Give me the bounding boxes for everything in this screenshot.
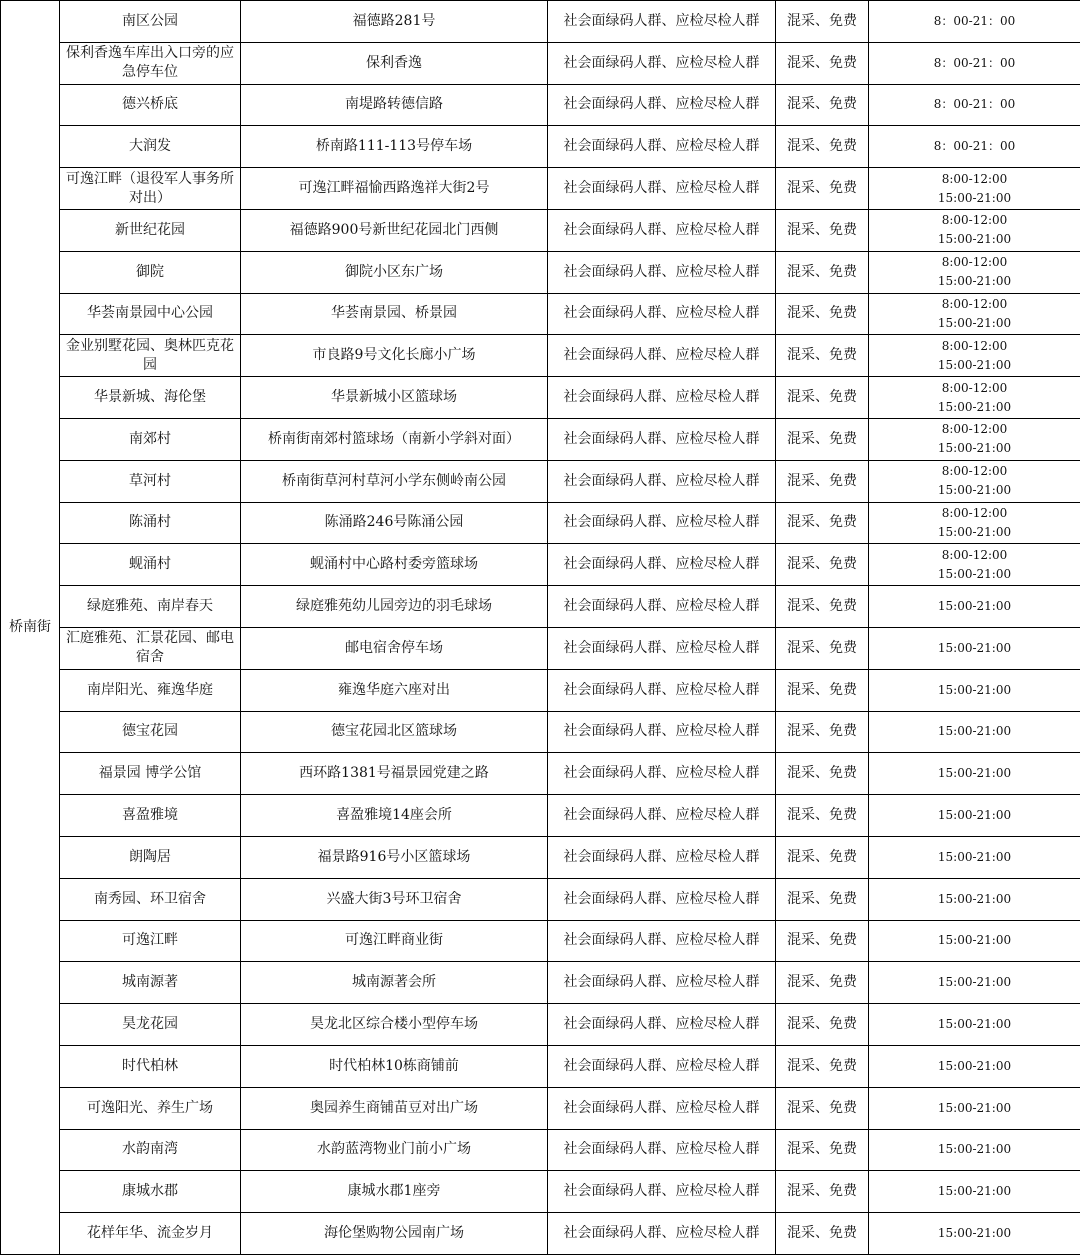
opening-hours-primary: 8:00-12:00	[873, 504, 1076, 523]
opening-hours-primary: 15:00-21:00	[873, 597, 1076, 616]
site-name-cell: 福景园 博学公馆	[60, 753, 241, 795]
table-row	[1, 460, 1080, 502]
site-name-cell: 喜盈雅境	[60, 795, 241, 837]
opening-hours-cell	[869, 209, 1080, 251]
table-row	[1, 1213, 1080, 1255]
opening-hours-cell	[869, 293, 1080, 335]
sampling-mode-cell: 混采、免费	[776, 293, 869, 335]
opening-hours-cell	[869, 627, 1080, 669]
sampling-mode-cell: 混采、免费	[776, 962, 869, 1004]
site-name-cell: 可逸江畔（退役军人事务所对出）	[60, 168, 241, 210]
site-name-cell: 南郊村	[60, 418, 241, 460]
opening-hours-secondary: 15:00-21:00	[873, 356, 1076, 375]
table-row	[1, 711, 1080, 753]
address-cell: 雍逸华庭六座对出	[241, 669, 548, 711]
opening-hours-cell	[869, 502, 1080, 544]
sampling-mode-cell: 混采、免费	[776, 42, 869, 84]
opening-hours-primary: 8：00-21：00	[873, 137, 1076, 156]
site-name-cell: 汇庭雅苑、汇景花园、邮电宿舍	[60, 627, 241, 669]
target-group-cell: 社会面绿码人群、应检尽检人群	[548, 293, 776, 335]
opening-hours-secondary: 15:00-21:00	[873, 439, 1076, 458]
table-row	[1, 1, 1080, 43]
opening-hours-primary: 15:00-21:00	[873, 973, 1076, 992]
target-group-cell: 社会面绿码人群、应检尽检人群	[548, 962, 776, 1004]
site-name-cell: 可逸阳光、养生广场	[60, 1087, 241, 1129]
address-cell: 奥园养生商铺苗豆对出广场	[241, 1087, 548, 1129]
target-group-cell: 社会面绿码人群、应检尽检人群	[548, 544, 776, 586]
target-group-cell: 社会面绿码人群、应检尽检人群	[548, 753, 776, 795]
target-group-cell: 社会面绿码人群、应检尽检人群	[548, 418, 776, 460]
opening-hours-secondary: 15:00-21:00	[873, 565, 1076, 584]
target-group-cell: 社会面绿码人群、应检尽检人群	[548, 84, 776, 126]
opening-hours-cell	[869, 251, 1080, 293]
opening-hours-cell	[869, 795, 1080, 837]
table-row	[1, 1129, 1080, 1171]
table-row	[1, 920, 1080, 962]
opening-hours-primary: 15:00-21:00	[873, 1182, 1076, 1201]
opening-hours-primary: 15:00-21:00	[873, 1140, 1076, 1159]
sampling-mode-cell: 混采、免费	[776, 753, 869, 795]
address-cell: 华景新城小区篮球场	[241, 377, 548, 419]
opening-hours-cell	[869, 544, 1080, 586]
site-name-cell: 大润发	[60, 126, 241, 168]
sampling-mode-cell: 混采、免费	[776, 669, 869, 711]
opening-hours-primary: 15:00-21:00	[873, 1099, 1076, 1118]
opening-hours-cell	[869, 753, 1080, 795]
target-group-cell: 社会面绿码人群、应检尽检人群	[548, 586, 776, 628]
table-row	[1, 42, 1080, 84]
address-cell: 福德路900号新世纪花园北门西侧	[241, 209, 548, 251]
target-group-cell: 社会面绿码人群、应检尽检人群	[548, 920, 776, 962]
opening-hours-primary: 15:00-21:00	[873, 890, 1076, 909]
table-row	[1, 586, 1080, 628]
address-cell: 桥南路111-113号停车场	[241, 126, 548, 168]
address-cell: 德宝花园北区篮球场	[241, 711, 548, 753]
opening-hours-cell	[869, 418, 1080, 460]
address-cell: 御院小区东广场	[241, 251, 548, 293]
opening-hours-cell	[869, 84, 1080, 126]
opening-hours-cell	[869, 586, 1080, 628]
address-cell: 桥南街南郊村篮球场（南新小学斜对面）	[241, 418, 548, 460]
table-row	[1, 168, 1080, 210]
target-group-cell: 社会面绿码人群、应检尽检人群	[548, 42, 776, 84]
site-name-cell: 水韵南湾	[60, 1129, 241, 1171]
address-cell: 城南源著会所	[241, 962, 548, 1004]
table-row	[1, 335, 1080, 377]
sampling-mode-cell: 混采、免费	[776, 502, 869, 544]
table-row	[1, 418, 1080, 460]
opening-hours-primary: 8:00-12:00	[873, 211, 1076, 230]
opening-hours-secondary: 15:00-21:00	[873, 272, 1076, 291]
sampling-mode-cell: 混采、免费	[776, 836, 869, 878]
target-group-cell: 社会面绿码人群、应检尽检人群	[548, 460, 776, 502]
sampling-mode-cell: 混采、免费	[776, 920, 869, 962]
table-row	[1, 126, 1080, 168]
site-name-cell: 蚬涌村	[60, 544, 241, 586]
target-group-cell: 社会面绿码人群、应检尽检人群	[548, 1045, 776, 1087]
opening-hours-cell	[869, 836, 1080, 878]
address-cell: 邮电宿舍停车场	[241, 627, 548, 669]
table-row	[1, 251, 1080, 293]
table-row	[1, 878, 1080, 920]
address-cell: 康城水郡1座旁	[241, 1171, 548, 1213]
site-name-cell: 康城水郡	[60, 1171, 241, 1213]
address-cell: 绿庭雅苑幼儿园旁边的羽毛球场	[241, 586, 548, 628]
sampling-mode-cell: 混采、免费	[776, 795, 869, 837]
target-group-cell: 社会面绿码人群、应检尽检人群	[548, 1213, 776, 1255]
table-row	[1, 627, 1080, 669]
target-group-cell: 社会面绿码人群、应检尽检人群	[548, 251, 776, 293]
site-name-cell: 花样年华、流金岁月	[60, 1213, 241, 1255]
opening-hours-cell	[869, 335, 1080, 377]
site-name-cell: 可逸江畔	[60, 920, 241, 962]
site-name-cell: 陈涌村	[60, 502, 241, 544]
address-cell: 可逸江畔福愉西路逸祥大街2号	[241, 168, 548, 210]
sampling-mode-cell: 混采、免费	[776, 377, 869, 419]
opening-hours-cell	[869, 460, 1080, 502]
table-row	[1, 795, 1080, 837]
opening-hours-primary: 15:00-21:00	[873, 1224, 1076, 1243]
address-cell: 海伦堡购物公园南广场	[241, 1213, 548, 1255]
table-row	[1, 1087, 1080, 1129]
site-name-cell: 城南源著	[60, 962, 241, 1004]
table-row	[1, 377, 1080, 419]
sampling-mode-cell: 混采、免费	[776, 1087, 869, 1129]
target-group-cell: 社会面绿码人群、应检尽检人群	[548, 836, 776, 878]
opening-hours-primary: 8：00-21：00	[873, 54, 1076, 73]
site-name-cell: 华景新城、海伦堡	[60, 377, 241, 419]
sampling-mode-cell: 混采、免费	[776, 335, 869, 377]
sampling-mode-cell: 混采、免费	[776, 1004, 869, 1046]
site-name-cell: 德宝花园	[60, 711, 241, 753]
address-cell: 陈涌路246号陈涌公园	[241, 502, 548, 544]
opening-hours-primary: 8:00-12:00	[873, 420, 1076, 439]
target-group-cell: 社会面绿码人群、应检尽检人群	[548, 1171, 776, 1213]
opening-hours-secondary: 15:00-21:00	[873, 523, 1076, 542]
site-name-cell: 保利香逸车库出入口旁的应急停车位	[60, 42, 241, 84]
table-row	[1, 502, 1080, 544]
opening-hours-cell	[869, 1, 1080, 43]
opening-hours-secondary: 15:00-21:00	[873, 230, 1076, 249]
sampling-mode-cell: 混采、免费	[776, 544, 869, 586]
table-row	[1, 1004, 1080, 1046]
opening-hours-primary: 8：00-21：00	[873, 95, 1076, 114]
opening-hours-cell	[869, 168, 1080, 210]
opening-hours-primary: 8:00-12:00	[873, 295, 1076, 314]
sampling-mode-cell: 混采、免费	[776, 1129, 869, 1171]
address-cell: 昊龙北区综合楼小型停车场	[241, 1004, 548, 1046]
site-name-cell: 华荟南景园中心公园	[60, 293, 241, 335]
target-group-cell: 社会面绿码人群、应检尽检人群	[548, 1129, 776, 1171]
opening-hours-secondary: 15:00-21:00	[873, 189, 1076, 208]
table-row	[1, 836, 1080, 878]
address-cell: 水韵蓝湾物业门前小广场	[241, 1129, 548, 1171]
opening-hours-primary: 8:00-12:00	[873, 379, 1076, 398]
sampling-mode-cell: 混采、免费	[776, 1171, 869, 1213]
sampling-mode-cell: 混采、免费	[776, 251, 869, 293]
table-row	[1, 669, 1080, 711]
sampling-mode-cell: 混采、免费	[776, 878, 869, 920]
site-name-cell: 朗陶居	[60, 836, 241, 878]
table-row	[1, 544, 1080, 586]
site-name-cell: 德兴桥底	[60, 84, 241, 126]
site-name-cell: 新世纪花园	[60, 209, 241, 251]
table-row	[1, 753, 1080, 795]
table-row	[1, 1045, 1080, 1087]
table-row	[1, 962, 1080, 1004]
opening-hours-primary: 8:00-12:00	[873, 253, 1076, 272]
opening-hours-primary: 15:00-21:00	[873, 931, 1076, 950]
opening-hours-primary: 15:00-21:00	[873, 722, 1076, 741]
address-cell: 喜盈雅境14座会所	[241, 795, 548, 837]
opening-hours-secondary: 15:00-21:00	[873, 481, 1076, 500]
opening-hours-secondary: 15:00-21:00	[873, 314, 1076, 333]
table-row	[1, 209, 1080, 251]
target-group-cell: 社会面绿码人群、应检尽检人群	[548, 1087, 776, 1129]
opening-hours-primary: 15:00-21:00	[873, 1015, 1076, 1034]
site-name-cell: 时代柏林	[60, 1045, 241, 1087]
target-group-cell: 社会面绿码人群、应检尽检人群	[548, 377, 776, 419]
district-cell: 桥南街	[1, 1, 60, 1255]
address-cell: 时代柏林10栋商铺前	[241, 1045, 548, 1087]
opening-hours-cell	[869, 42, 1080, 84]
address-cell: 兴盛大街3号环卫宿舍	[241, 878, 548, 920]
sampling-mode-cell: 混采、免费	[776, 418, 869, 460]
table-row	[1, 1171, 1080, 1213]
sampling-mode-cell: 混采、免费	[776, 168, 869, 210]
sampling-mode-cell: 混采、免费	[776, 1213, 869, 1255]
target-group-cell: 社会面绿码人群、应检尽检人群	[548, 878, 776, 920]
address-cell: 西环路1381号福景园党建之路	[241, 753, 548, 795]
opening-hours-cell	[869, 669, 1080, 711]
table-row	[1, 293, 1080, 335]
opening-hours-primary: 15:00-21:00	[873, 681, 1076, 700]
opening-hours-secondary: 15:00-21:00	[873, 398, 1076, 417]
opening-hours-primary: 8:00-12:00	[873, 337, 1076, 356]
opening-hours-cell	[869, 1129, 1080, 1171]
site-name-cell: 南秀园、环卫宿舍	[60, 878, 241, 920]
opening-hours-cell	[869, 878, 1080, 920]
opening-hours-primary: 15:00-21:00	[873, 1057, 1076, 1076]
opening-hours-cell	[869, 1213, 1080, 1255]
sampling-mode-cell: 混采、免费	[776, 586, 869, 628]
opening-hours-primary: 15:00-21:00	[873, 639, 1076, 658]
address-cell: 福景路916号小区篮球场	[241, 836, 548, 878]
target-group-cell: 社会面绿码人群、应检尽检人群	[548, 168, 776, 210]
sampling-mode-cell: 混采、免费	[776, 1, 869, 43]
opening-hours-primary: 15:00-21:00	[873, 764, 1076, 783]
opening-hours-primary: 8:00-12:00	[873, 462, 1076, 481]
opening-hours-primary: 15:00-21:00	[873, 806, 1076, 825]
address-cell: 桥南街草河村草河小学东侧岭南公园	[241, 460, 548, 502]
target-group-cell: 社会面绿码人群、应检尽检人群	[548, 795, 776, 837]
target-group-cell: 社会面绿码人群、应检尽检人群	[548, 627, 776, 669]
site-name-cell: 南岸阳光、雍逸华庭	[60, 669, 241, 711]
address-cell: 华荟南景园、桥景园	[241, 293, 548, 335]
site-name-cell: 南区公园	[60, 1, 241, 43]
site-name-cell: 草河村	[60, 460, 241, 502]
target-group-cell: 社会面绿码人群、应检尽检人群	[548, 669, 776, 711]
opening-hours-primary: 8:00-12:00	[873, 546, 1076, 565]
address-cell: 可逸江畔商业街	[241, 920, 548, 962]
address-cell: 市良路9号文化长廊小广场	[241, 335, 548, 377]
target-group-cell: 社会面绿码人群、应检尽检人群	[548, 1, 776, 43]
sampling-mode-cell: 混采、免费	[776, 460, 869, 502]
table-row	[1, 84, 1080, 126]
address-cell: 福德路281号	[241, 1, 548, 43]
opening-hours-primary: 8：00-21：00	[873, 12, 1076, 31]
sampling-mode-cell: 混采、免费	[776, 126, 869, 168]
opening-hours-cell	[869, 1004, 1080, 1046]
target-group-cell: 社会面绿码人群、应检尽检人群	[548, 502, 776, 544]
sampling-mode-cell: 混采、免费	[776, 711, 869, 753]
target-group-cell: 社会面绿码人群、应检尽检人群	[548, 1004, 776, 1046]
target-group-cell: 社会面绿码人群、应检尽检人群	[548, 711, 776, 753]
opening-hours-primary: 15:00-21:00	[873, 848, 1076, 867]
target-group-cell: 社会面绿码人群、应检尽检人群	[548, 126, 776, 168]
opening-hours-cell	[869, 1045, 1080, 1087]
table-body	[1, 1, 1080, 1255]
sampling-mode-cell: 混采、免费	[776, 1045, 869, 1087]
site-name-cell: 昊龙花园	[60, 1004, 241, 1046]
opening-hours-cell	[869, 377, 1080, 419]
opening-hours-cell	[869, 920, 1080, 962]
site-name-cell: 御院	[60, 251, 241, 293]
target-group-cell: 社会面绿码人群、应检尽检人群	[548, 209, 776, 251]
sampling-mode-cell: 混采、免费	[776, 627, 869, 669]
address-cell: 保利香逸	[241, 42, 548, 84]
opening-hours-cell	[869, 1171, 1080, 1213]
opening-hours-primary: 8:00-12:00	[873, 170, 1076, 189]
site-name-cell: 绿庭雅苑、南岸春天	[60, 586, 241, 628]
opening-hours-cell	[869, 711, 1080, 753]
target-group-cell: 社会面绿码人群、应检尽检人群	[548, 335, 776, 377]
opening-hours-cell	[869, 1087, 1080, 1129]
address-cell: 蚬涌村中心路村委旁篮球场	[241, 544, 548, 586]
sampling-mode-cell: 混采、免费	[776, 84, 869, 126]
opening-hours-cell	[869, 126, 1080, 168]
site-name-cell: 金业别墅花园、奥林匹克花园	[60, 335, 241, 377]
opening-hours-cell	[869, 962, 1080, 1004]
address-cell: 南堤路转德信路	[241, 84, 548, 126]
sampling-mode-cell: 混采、免费	[776, 209, 869, 251]
